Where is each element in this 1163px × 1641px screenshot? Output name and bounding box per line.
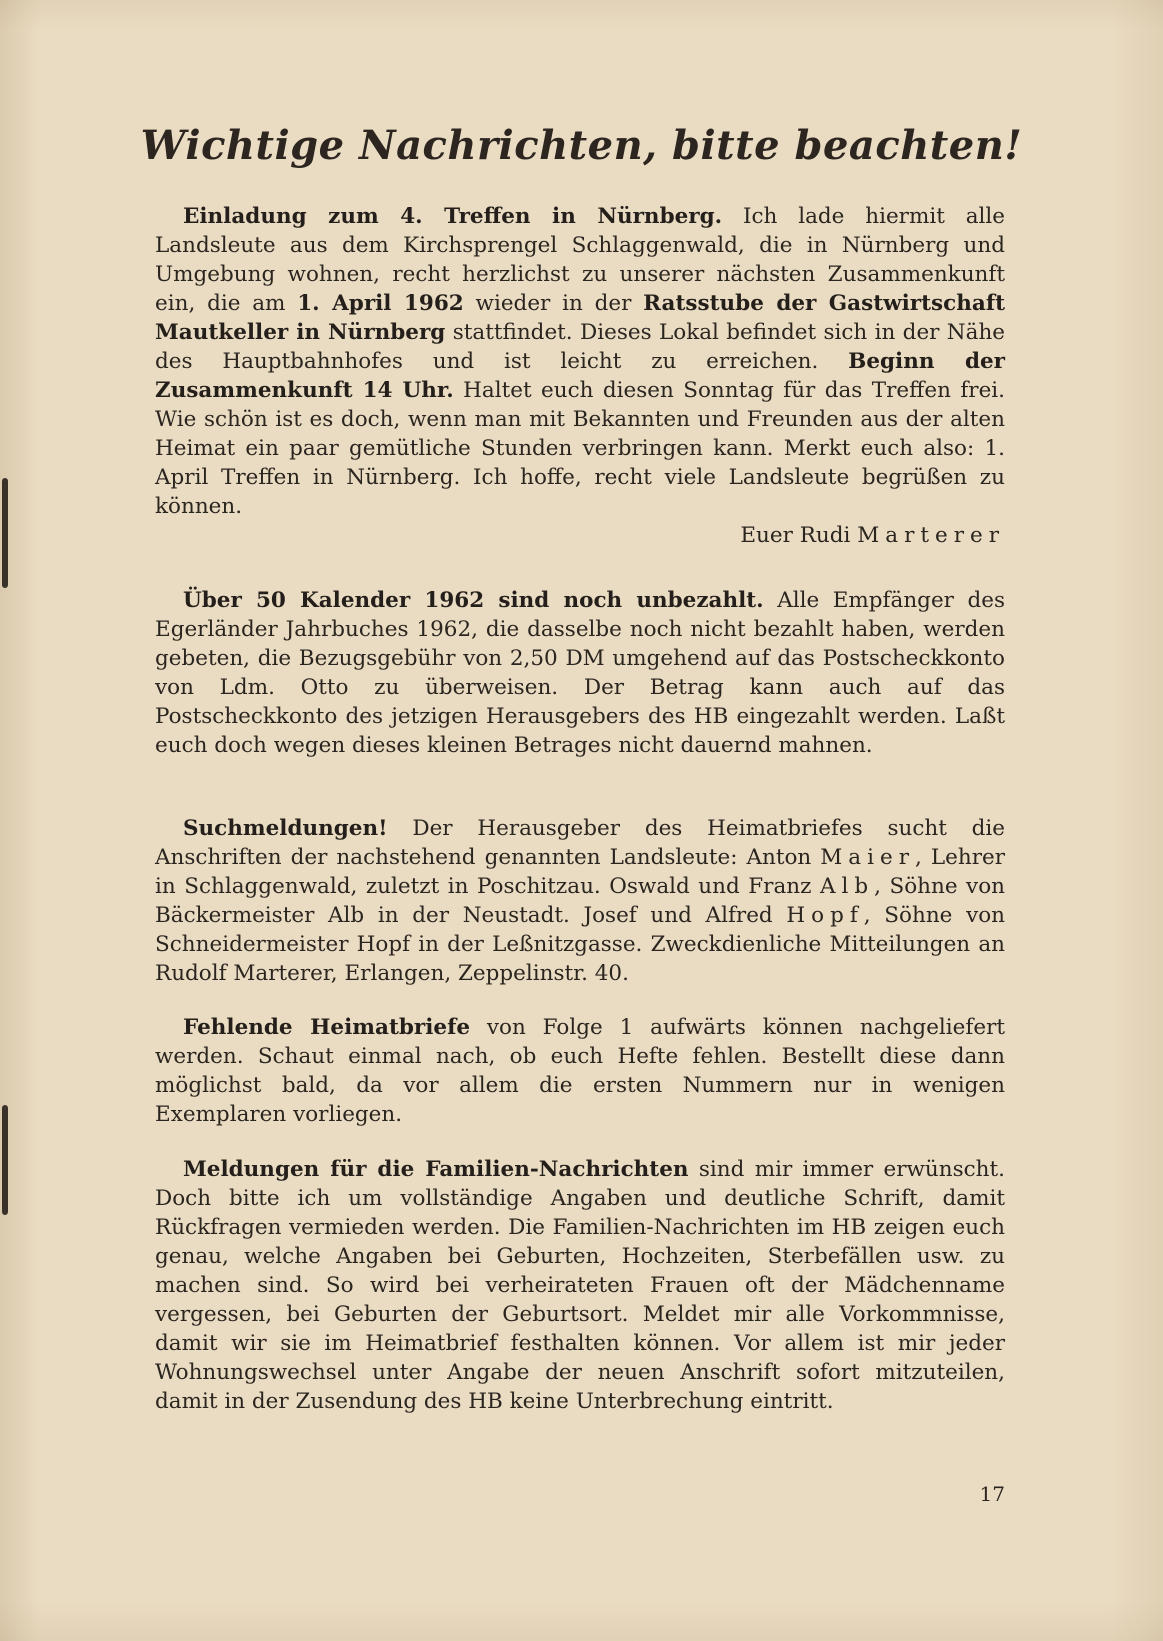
treffen-lead: Einladung zum 4. Treffen in Nürnberg. xyxy=(183,204,723,229)
section-fehlende xyxy=(155,1013,1005,1129)
such-paragraph: Suchmeldungen! Der Herausgeber des Heimatbriefes sucht die Anschriften der nachstehend genannten Landsleute: Anton Maier, Lehrer in Schlaggenwald, zuletzt in Poschitzau. Oswald und Franz Alb, Söhne von Bäckermeister Alb in der Neustadt. Josef und Alfred Hopf, Söhne von Schneidermeister Hopf in der Leßnitzgasse. Zweckdienliche Mitteilungen an Rudolf Marterer, Erlangen, Zeppelinstr. 40. xyxy=(155,816,1006,986)
fehlende-lead: Fehlende Heimatbriefe xyxy=(183,1015,471,1040)
section-treffen xyxy=(155,202,1005,550)
kalender-lead: Über 50 Kalender 1962 sind noch unbezahlt. xyxy=(183,588,764,613)
section-meldungen xyxy=(155,1155,1005,1416)
treffen-paragraph: Einladung zum 4. Treffen in Nürnberg. Ich lade hiermit alle Landsleute aus dem Kirchsprengel Schlaggenwald, die in Nürnberg und Umgebung wohnen, recht herzlichst zu unserer nächsten Zusammenkunft ein, die am 1. April 1962 wieder in der Ratsstube der Gastwirtschaft Mautkeller in Nürnberg stattfindet. Dieses Lokal befindet sich in der Nähe des Hauptbahnhofes und ist leicht zu erreichen. Beginn der Zusammenkunft 14 Uhr. Haltet euch diesen Sonntag für das Treffen frei. Wie schön ist es doch, wenn man mit Bekannten und Freunden aus der alten Heimat ein paar gemütliche Stunden verbringen kann. Merkt euch also: 1. April Treffen in Nürnberg. Ich hoffe, recht viele Landsleute begrüßen zu können. xyxy=(155,204,1006,519)
meldungen-paragraph: Meldungen für die Familien-Nachrichten sind mir immer erwünscht. Doch bitte ich um vollständige Angaben und deutliche Schrift, damit Rückfragen vermieden werden. Die Familien-Nachrichten im HB zeigen euch genau, welche Angaben bei Geburten, Hochzeiten, Sterbefällen usw. zu machen sind. So wird bei verheirateten Frauen oft der Mädchenname vergessen, bei Geburten der Geburtsort. Meldet mir alle Vorkommnisse, damit wir sie im Heimatbrief festhalten können. Vor allem ist mir jeder Wohnungswechsel unter Angabe der neuen Anschrift sofort mitzuteilen, damit in der Zusendung des HB keine Unterbrechung eintritt. xyxy=(155,1157,1006,1414)
meldungen-lead: Meldungen für die Familien-Nachrichten xyxy=(183,1157,689,1182)
page-heading: Wichtige Nachrichten, bitte beachten! xyxy=(140,122,1023,169)
such-lead: Suchmeldungen! xyxy=(183,816,388,841)
section-such xyxy=(155,814,1005,988)
staple-bottom xyxy=(2,1105,8,1215)
signature: Euer Rudi Marterer xyxy=(740,523,1005,548)
section-kalender xyxy=(155,586,1005,760)
kalender-paragraph: Über 50 Kalender 1962 sind noch unbezahlt. Alle Empfänger des Egerländer Jahrbuches 1962, die dasselbe noch nicht bezahlt haben, werden gebeten, die Bezugsgebühr von 2,50 DM umgehend auf das Postscheckkonto von Ldm. Otto zu überweisen. Der Betrag kann auch auf das Postscheckkonto des jetzigen Herausgebers des HB eingezahlt werden. Laßt euch doch wegen dieses kleinen Betrages nicht dauernd mahnen. xyxy=(155,588,1005,758)
page-number: 17 xyxy=(979,1482,1005,1506)
fehlende-paragraph: Fehlende Heimatbriefe von Folge 1 aufwärts können nachgeliefert werden. Schaut einmal nach, ob euch Hefte fehlen. Bestellt diese dann möglichst bald, da vor allem die ersten Nummern nur in wenigen Exemplaren vorliegen. xyxy=(155,1015,1005,1127)
signature-name: Marterer xyxy=(857,523,1005,548)
staple-top xyxy=(2,478,8,588)
